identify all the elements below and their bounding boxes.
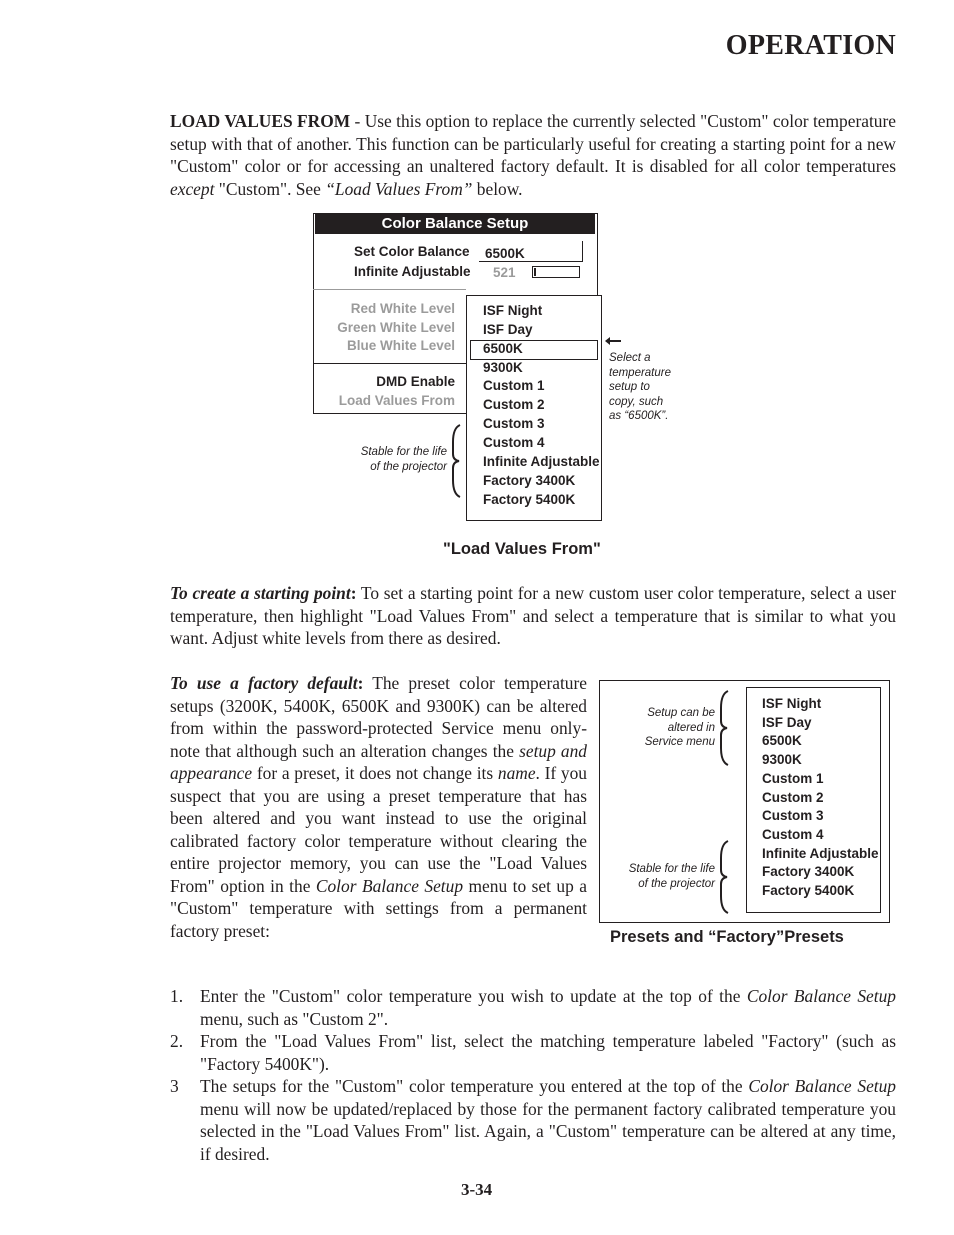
step-text: The setups for the "Custom" color temperature you entered at the top of the <box>200 1076 749 1096</box>
factory-default-colon: : <box>357 673 364 693</box>
intro-term: LOAD VALUES FROM <box>170 111 351 131</box>
figure1-caption: "Load Values From" <box>443 540 601 558</box>
menu-frame-bottom <box>313 413 466 414</box>
page-title: OPERATION <box>725 30 896 61</box>
steps-list <box>170 985 896 1165</box>
intro-text: "Custom". See <box>214 178 326 199</box>
load-values-item[interactable]: Factory 5400K <box>483 491 576 507</box>
green-white-level: Green White Level <box>337 320 455 335</box>
note-line: Stable for the life <box>628 863 715 875</box>
brace-icon <box>718 690 732 766</box>
select-note <box>609 351 671 424</box>
factory-default-emphasis: name <box>497 763 536 783</box>
factory-default-text: for a preset, it does not change its <box>252 763 498 783</box>
note-line: Setup can be <box>647 707 715 719</box>
preset-item[interactable]: Factory 3400K <box>762 864 855 880</box>
menu-title: Color Balance Setup <box>315 214 595 234</box>
load-values-item[interactable]: Factory 3400K <box>483 472 576 488</box>
slider-fill <box>534 268 536 276</box>
red-white-level: Red White Level <box>350 301 455 316</box>
preset-item[interactable]: ISF Day <box>762 714 812 730</box>
factory-default-emphasis: setup and appearance <box>170 740 587 783</box>
load-values-item[interactable]: Infinite Adjustable <box>483 453 600 469</box>
intro-text: below. <box>472 178 523 199</box>
starting-point-colon: : <box>350 583 357 603</box>
preset-item[interactable]: 9300K <box>762 752 802 768</box>
factory-default-emphasis: Color Balance Setup <box>315 875 464 896</box>
preset-item[interactable]: Custom 2 <box>762 789 824 805</box>
infinite-adjustable-label: Infinite Adjustable <box>354 264 471 279</box>
step-emphasis: Color Balance Setup <box>746 986 896 1006</box>
step-text: Enter the "Custom" color temperature you wish to update at the top of the <box>200 986 747 1006</box>
stable-note <box>610 862 715 891</box>
note-line: of the projector <box>638 877 715 890</box>
step-item <box>170 1030 896 1075</box>
intro-text: - Use this option to replace the currently selected "Custom" color temperature setup with that of another. This function can be particularly useful for creating a starting point for a new "Custom" color or for accessing an unaltered factory default. It is disabled for all color temperatures <box>170 111 896 176</box>
step-item <box>170 1075 896 1165</box>
blue-white-level: Blue White Level <box>346 338 455 353</box>
intro-emphasis: except <box>170 178 215 199</box>
factory-default-text: menu to set up a "Custom" temperature with settings from a permanent factory preset: <box>170 875 587 941</box>
arrow-left-icon <box>604 336 622 346</box>
figure2-caption: Presets and “Factory”Presets <box>610 928 844 946</box>
preset-item[interactable]: Custom 3 <box>762 808 824 824</box>
intro-emphasis: “Load Values From” <box>325 178 473 199</box>
note-line: as “6500K”. <box>609 410 669 422</box>
note-line: Stable for the life <box>360 446 447 458</box>
infinite-adjustable-value: 521 <box>493 265 516 280</box>
load-values-from[interactable]: Load Values From <box>338 393 455 408</box>
set-color-balance-label: Set Color Balance <box>354 244 470 259</box>
dmd-enable[interactable]: DMD Enable <box>376 374 455 389</box>
note-line: Service menu <box>644 736 715 748</box>
step-emphasis: Color Balance Setup <box>748 1076 897 1096</box>
preset-item[interactable]: Custom 4 <box>762 826 824 842</box>
factory-default-paragraph <box>170 672 587 942</box>
note-line: altered in <box>667 721 715 734</box>
step-text: From the "Load Values From" list, select the matching temperature labeled "Factory" (such as "Factory 5400K"). <box>200 1031 896 1074</box>
preset-item[interactable]: Infinite Adjustable <box>762 845 879 861</box>
set-color-balance-value: 6500K <box>485 246 525 261</box>
step-text: menu, such as "Custom 2". <box>200 1008 389 1029</box>
preset-item[interactable]: ISF Night <box>762 696 822 711</box>
note-line: Select a temperature <box>609 352 672 379</box>
load-values-item[interactable]: 9300K <box>483 359 523 375</box>
preset-item[interactable]: 6500K <box>762 733 802 749</box>
preset-item[interactable]: Factory 5400K <box>762 883 855 898</box>
load-values-item[interactable]: Custom 2 <box>483 397 545 413</box>
factory-default-label: To use a factory default <box>170 673 358 693</box>
intro-paragraph <box>170 110 896 200</box>
step-number: 1. <box>170 986 184 1006</box>
load-values-item[interactable]: 6500K <box>483 340 523 356</box>
load-values-item[interactable]: Custom 4 <box>483 434 545 450</box>
factory-default-text: . If you suspect that you are using a preset temperature that has been altered and you want instead to use the original calibrated factory color temperature without clearing the entire projector memory, you can use the "Load Values From" option in the <box>170 763 587 896</box>
load-values-item[interactable]: Custom 1 <box>483 378 545 394</box>
brace-icon <box>718 840 732 914</box>
stable-note <box>340 445 447 474</box>
service-note <box>610 706 715 750</box>
step-number: 3 <box>170 1076 179 1096</box>
factory-default-text: The preset color temperature setups (3200K, 5400K, 6500K and 9300K) can be altered from within the password-protected Service menu only-note that although such an alteration changes the <box>170 673 587 761</box>
selected-item-highlight <box>470 340 598 360</box>
menu-divider <box>313 363 466 364</box>
starting-point-paragraph <box>170 582 896 650</box>
load-values-item[interactable]: Custom 3 <box>483 416 545 432</box>
page-number: 3-34 <box>461 1180 493 1199</box>
menu-frame-top <box>313 213 598 236</box>
step-text: menu will now be updated/replaced by those for the permanent factory calibrated temperature you selected in the "Load Values From" list. Again, a "Custom" temperature can be altered at any time, if desired. <box>200 1098 896 1164</box>
brace-icon <box>450 424 464 498</box>
step-item <box>170 985 896 1030</box>
note-line: of the projector <box>370 460 447 473</box>
load-values-item[interactable]: ISF Night <box>483 303 543 318</box>
infinite-adjustable-slider[interactable] <box>532 266 580 278</box>
note-line: setup to copy, such <box>609 381 664 408</box>
set-color-balance-select[interactable] <box>479 241 583 262</box>
starting-point-label: To create a starting point <box>170 583 351 603</box>
step-number: 2. <box>170 1031 184 1051</box>
starting-point-text: To set a starting point for a new custom user color temperature, select a user temperature, then highlight "Load Values From" and select a temperature that is similar to what you want. Adjust white levels from there as desired. <box>170 583 897 648</box>
load-values-item[interactable]: ISF Day <box>483 321 533 337</box>
preset-item[interactable]: Custom 1 <box>762 770 824 786</box>
menu-divider <box>313 289 466 290</box>
